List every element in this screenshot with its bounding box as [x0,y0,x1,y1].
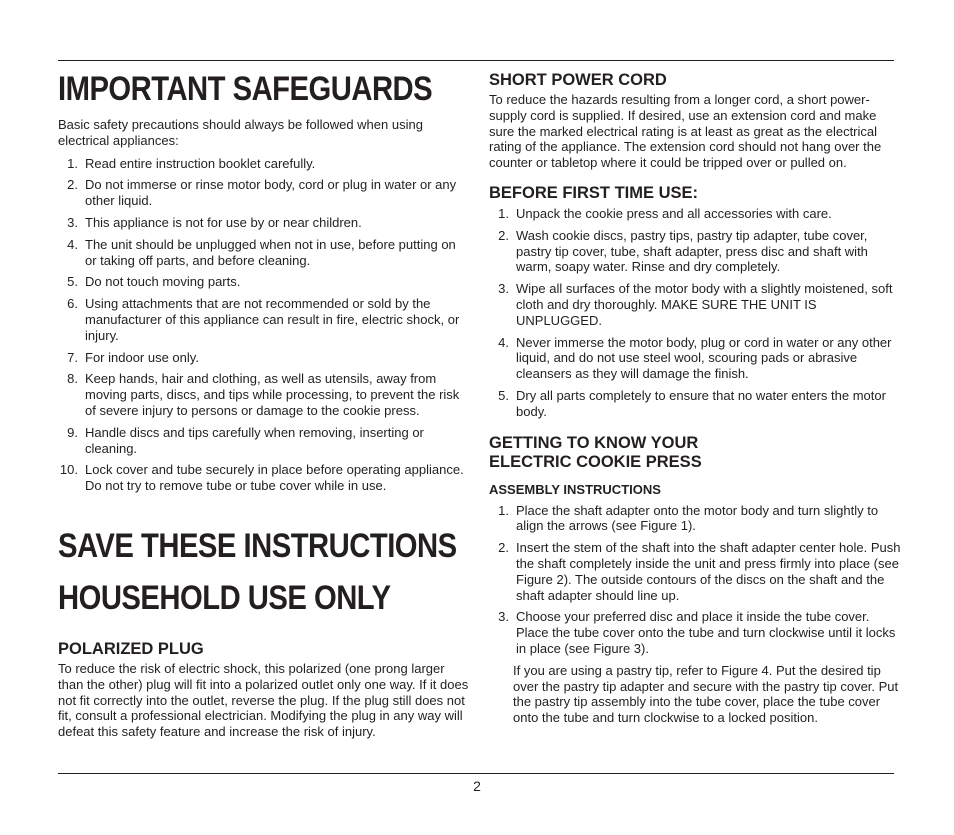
getting-to-know-heading [489,434,901,472]
safeguards-intro: Basic safety precautions should always be followed when using electrical appliances: [58,117,423,148]
list-item: 1. Unpack the cookie press and all accessories with care. [498,205,832,221]
list-item: 8. Keep hands, hair and clothing, as well as utensils, away from moving parts, discs, and tips while processing, to prevent the risk of severe injury to persons or damage to the cookie press. [67,371,460,418]
assembly-list [489,503,901,657]
list-item: 4. Never immerse the motor body, plug or cord in water or any other liquid, and do not use steel wool, scouring pads or abrasive cleansers as they will damage the finish. [498,334,892,382]
important-safeguards-heading: IMPORTANT SAFEGUARDS [58,70,433,108]
list-item: 1. Place the shaft adapter onto the motor body and turn slightly to align the arrows (see Figure 1). [498,502,879,534]
short-power-cord-heading: SHORT POWER CORD [489,71,667,89]
list-item: 1. Read entire instruction booklet carefully. [67,155,316,171]
polarized-plug-heading: POLARIZED PLUG [58,639,204,658]
list-item: 5. Dry all parts completely to ensure that no water enters the motor body. [498,387,886,419]
list-item: 4. The unit should be unplugged when not in use, before putting on or taking off parts, and before cleaning. [67,236,456,268]
list-item: 7. For indoor use only. [67,349,199,365]
list-item: 10. Lock cover and tube securely in place before operating appliance. Do not try to remove tube or tube cover while in use. [59,462,464,494]
polarized-plug-body: To reduce the risk of electric shock, this polarized (one prong larger than the other) plug will fit into a polarized outlet only one way. If it does not fit correctly into the outlet, reverse the plug. If the plug still does not fit, consult a professional electrician. Modifying the plug in any way will defeat this safety feature and increase the risk of injury. [58,660,469,740]
pastry-tip-note: If you are using a pastry tip, refer to Figure 4. Put the desired tip over the pastry tip adapter and secure with the pastry tip cover. Put the pastry tip assembly into the tube cover, place the tube cover onto the tube and turn clockwise to a locked position. [513,662,899,726]
list-item: 3. Wipe all surfaces of the motor body with a slightly moistened, soft cloth and dry thoroughly. MAKE SURE THE UNIT IS UNPLUGGED. [498,281,893,328]
assembly-instructions-heading: ASSEMBLY INSTRUCTIONS [489,481,661,497]
short-power-cord-body: To reduce the hazards resulting from a longer cord, a short power-supply cord is supplied. If desired, use an extension cord and make sure the marked electrical rating is at least as great as the electrical rating of the appliance. The extension cord should not hang over the counter or tabletop where it could be tripped over or pulled on. [489,92,882,171]
list-item: 9. Handle discs and tips carefully when removing, inserting or cleaning. [67,424,424,456]
safeguards-list [58,156,470,494]
left-column [58,60,470,740]
first-use-list [489,206,901,420]
list-item: 5. Do not touch moving parts. [67,274,241,290]
household-use-heading: HOUSEHOLD USE ONLY [58,578,391,617]
list-item: 3. Choose your preferred disc and place it inside the tube cover. Place the tube cover onto the tube and turn clockwise until it locks in place (see Figure 3). [498,609,896,656]
page-number: 2 [473,778,481,794]
bottom-rule [58,773,894,774]
list-item: 6. Using attachments that are not recommended or sold by the manufacturer of this appliance can result in fire, electric shock, or injury. [67,296,460,343]
list-item: 2. Do not immerse or rinse motor body, cord or plug in water or any other liquid. [67,177,457,209]
list-item: 3. This appliance is not for use by or near children. [67,214,362,230]
before-first-use-heading: BEFORE FIRST TIME USE: [489,183,699,202]
list-item: 2. Wash cookie discs, pastry tips, pastry tip adapter, tube cover, pastry tip cover, tube, shaft adapter, press disc and shaft with warm, soapy water. Rinse and dry completely. [498,227,868,275]
save-instructions-heading: SAVE THESE INSTRUCTIONS [58,526,457,565]
right-column [489,60,901,726]
getting-to-know-line2: ELECTRIC COOKIE PRESS [489,452,702,471]
getting-to-know-line1: GETTING TO KNOW YOUR [489,433,699,452]
list-item: 2. Insert the stem of the shaft into the shaft adapter center hole. Push the shaft completely inside the unit and press firmly into place (see Figure 2). The outside contours of the discs on the shaft and the shaft adapter should line up. [498,540,901,603]
